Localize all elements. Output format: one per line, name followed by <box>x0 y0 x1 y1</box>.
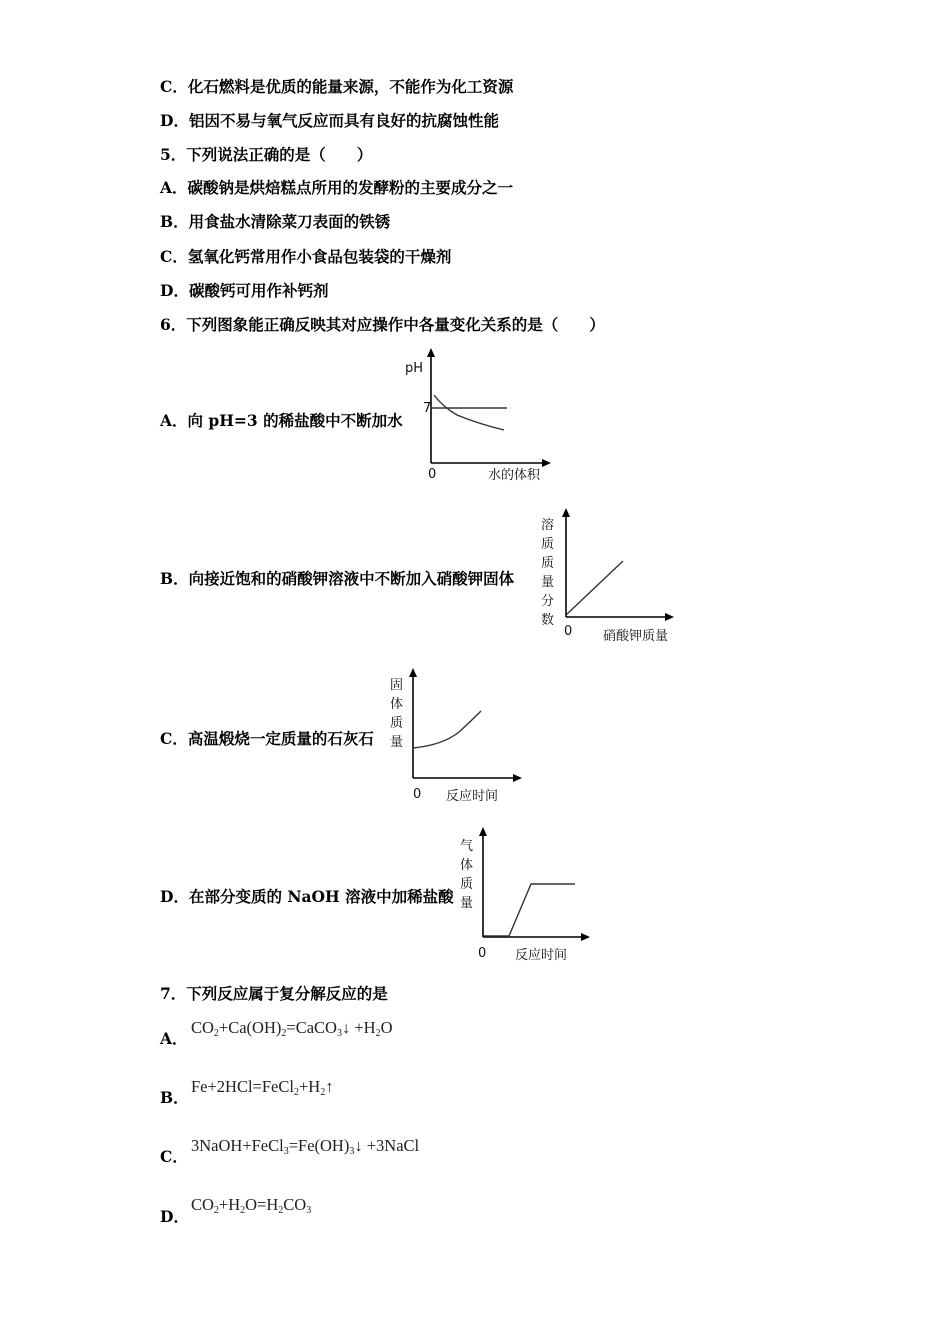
q5-stem: 5．下列说法正确的是（ ） <box>160 145 373 164</box>
q4-option-d: D．铝因不易与氧气反应而具有良好的抗腐蚀性能 <box>160 111 499 130</box>
graph-a-ylabel: pH <box>405 361 424 376</box>
graph-d-origin: 0 <box>478 946 487 961</box>
graph-d-ylabel-1: 气 <box>460 839 474 854</box>
graph-a-ymark: 7 <box>423 401 432 416</box>
graph-c <box>385 665 535 810</box>
q7-option-c-formula: $3NaOH+FeCl_3=Fe(OH)_3↓$ +3NaCl <box>191 1136 420 1157</box>
graph-b-xlabel: 硝酸钾质量 <box>603 629 669 644</box>
q7-option-d-label: D． <box>160 1207 189 1226</box>
graph-b <box>535 505 685 650</box>
q7-option-b-label: B． <box>160 1088 189 1107</box>
graph-d-curve <box>483 884 575 936</box>
graph-c-origin: 0 <box>413 787 422 802</box>
q5-option-a: A．碳酸钠是烘焙糕点所用的发酵粉的主要成分之一 <box>160 178 514 197</box>
q6-option-c: C．高温煅烧一定质量的石灰石 <box>160 729 374 748</box>
graph-a <box>395 345 555 485</box>
graph-b-ylabel-6: 数 <box>541 613 555 628</box>
graph-c-curve <box>413 711 481 748</box>
graph-b-ylabel-5: 分 <box>541 594 555 609</box>
q5-option-d: D．碳酸钙可用作补钙剂 <box>160 281 329 300</box>
graph-b-ylabel-3: 质 <box>541 556 555 571</box>
q7-option-a-label: A． <box>160 1029 188 1048</box>
graph-b-origin: 0 <box>564 624 573 639</box>
graph-c-ylabel-2: 体 <box>390 697 404 712</box>
graph-b-ylabel-2: 质 <box>541 537 555 552</box>
q6-option-a: A．向 pH=3 的稀盐酸中不断加水 <box>160 411 403 430</box>
q7-option-d-formula: $CO_2+H_2O=H_2CO_3$ <box>191 1195 312 1216</box>
q4-option-c: C．化石燃料是优质的能量来源，不能作为化工资源 <box>160 77 514 96</box>
q6-stem: 6．下列图象能正确反映其对应操作中各量变化关系的是（ ） <box>160 315 605 334</box>
graph-d-ylabel-3: 质 <box>460 877 474 892</box>
graph-b-ylabel-4: 量 <box>541 575 555 590</box>
graph-c-ylabel-4: 量 <box>390 735 404 750</box>
graph-c-xlabel: 反应时间 <box>446 789 499 804</box>
q7-stem: 7．下列反应属于复分解反应的是 <box>160 984 388 1003</box>
q6-option-b: B．向接近饱和的硝酸钾溶液中不断加入硝酸钾固体 <box>160 569 515 588</box>
graph-a-origin: 0 <box>428 467 437 482</box>
graph-a-curve <box>434 395 504 430</box>
graph-a-xlabel: 水的体积 <box>488 468 541 483</box>
q7-option-a-formula: $CO_2+Ca(OH)_2=CaCO_3↓ +H_2O$ <box>191 1018 393 1039</box>
graph-b-ylabel-1: 溶 <box>541 518 555 533</box>
graph-d-xlabel: 反应时间 <box>515 948 568 963</box>
graph-c-ylabel-1: 固 <box>390 678 404 693</box>
q7-option-b-formula: $Fe+2HCl=FeCl_2+H_2↑$ <box>191 1077 334 1098</box>
graph-d-ylabel-2: 体 <box>460 858 474 873</box>
q5-option-c: C．氢氧化钙常用作小食品包装袋的干燥剂 <box>160 247 452 266</box>
graph-d-ylabel-4: 量 <box>460 896 474 911</box>
graph-b-curve <box>566 561 623 615</box>
q6-option-d: D．在部分变质的 NaOH 溶液中加稀盐酸 <box>160 887 454 906</box>
q7-option-c-label: C． <box>160 1147 188 1166</box>
graph-c-ylabel-3: 质 <box>390 716 404 731</box>
graph-d <box>455 825 600 965</box>
q5-option-b: B．用食盐水清除菜刀表面的铁锈 <box>160 212 391 231</box>
